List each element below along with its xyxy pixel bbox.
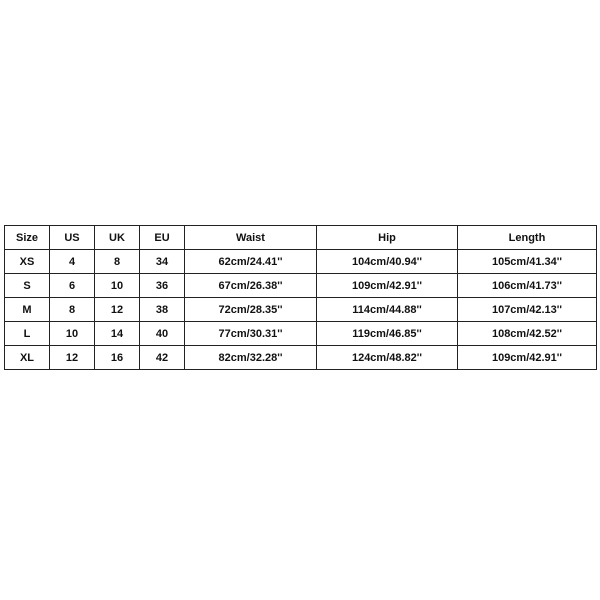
table-row <box>5 322 597 346</box>
cell-size: S <box>5 274 50 298</box>
size-chart-table <box>4 225 597 370</box>
cell-uk: 8 <box>95 250 140 274</box>
cell-eu: 40 <box>140 322 185 346</box>
cell-us: 8 <box>50 298 95 322</box>
cell-size: XL <box>5 346 50 370</box>
cell-us: 4 <box>50 250 95 274</box>
cell-us: 6 <box>50 274 95 298</box>
cell-waist: 62cm/24.41'' <box>185 250 317 274</box>
cell-hip: 109cm/42.91'' <box>317 274 458 298</box>
cell-waist: 77cm/30.31'' <box>185 322 317 346</box>
table-row <box>5 298 597 322</box>
cell-hip: 114cm/44.88'' <box>317 298 458 322</box>
cell-size: M <box>5 298 50 322</box>
cell-length: 105cm/41.34'' <box>458 250 597 274</box>
table-row <box>5 346 597 370</box>
cell-length: 107cm/42.13'' <box>458 298 597 322</box>
header-uk: UK <box>95 226 140 250</box>
cell-us: 12 <box>50 346 95 370</box>
cell-eu: 36 <box>140 274 185 298</box>
cell-uk: 12 <box>95 298 140 322</box>
header-waist: Waist <box>185 226 317 250</box>
cell-uk: 16 <box>95 346 140 370</box>
header-size: Size <box>5 226 50 250</box>
table-header-row <box>5 226 597 250</box>
cell-hip: 119cm/46.85'' <box>317 322 458 346</box>
cell-uk: 10 <box>95 274 140 298</box>
cell-length: 106cm/41.73'' <box>458 274 597 298</box>
cell-hip: 124cm/48.82'' <box>317 346 458 370</box>
table-row <box>5 250 597 274</box>
cell-eu: 38 <box>140 298 185 322</box>
header-length: Length <box>458 226 597 250</box>
cell-waist: 82cm/32.28'' <box>185 346 317 370</box>
cell-uk: 14 <box>95 322 140 346</box>
cell-length: 109cm/42.91'' <box>458 346 597 370</box>
cell-eu: 42 <box>140 346 185 370</box>
cell-size: XS <box>5 250 50 274</box>
cell-eu: 34 <box>140 250 185 274</box>
header-hip: Hip <box>317 226 458 250</box>
cell-waist: 67cm/26.38'' <box>185 274 317 298</box>
header-us: US <box>50 226 95 250</box>
cell-waist: 72cm/28.35'' <box>185 298 317 322</box>
cell-size: L <box>5 322 50 346</box>
cell-us: 10 <box>50 322 95 346</box>
cell-length: 108cm/42.52'' <box>458 322 597 346</box>
header-eu: EU <box>140 226 185 250</box>
table-row <box>5 274 597 298</box>
cell-hip: 104cm/40.94'' <box>317 250 458 274</box>
